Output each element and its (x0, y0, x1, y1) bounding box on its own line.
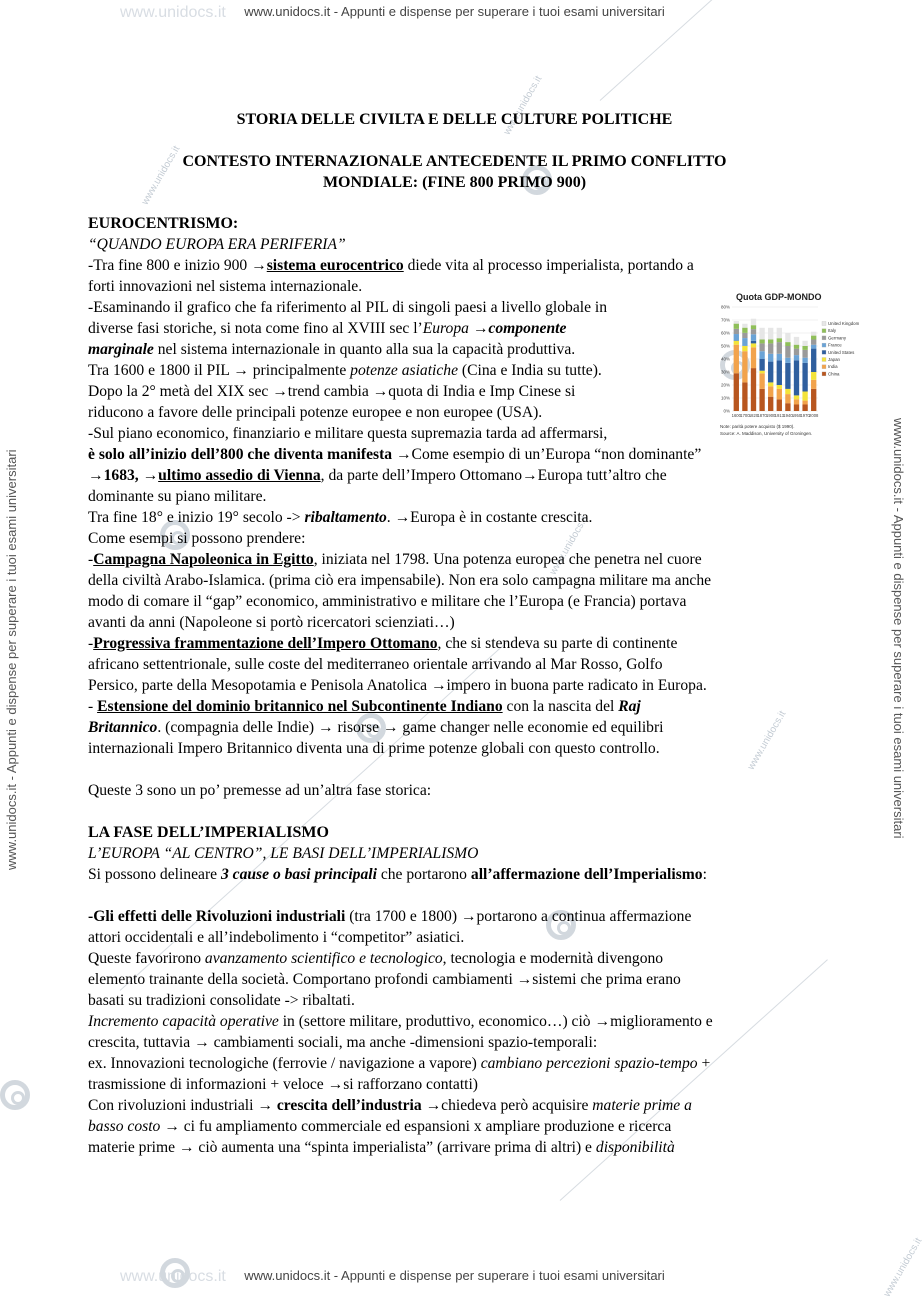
paragraph-line: →1683, →ultimo assedio di Vienna, da parte dell’Impero Ottomano→Europa tutt’altro che (88, 465, 828, 486)
watermark-diagonal: www.unidocs.it (140, 144, 183, 207)
paragraph-impero-ottomano: -Progressiva frammentazione dell’Impero Ottomano, che si stendeva su parte di continente (88, 633, 828, 654)
x-tick-label: 1950 (792, 413, 802, 418)
paragraph-line: Tra fine 18° e inizio 19° secolo -> ribaltamento. →Europa è in costante crescita. (88, 507, 828, 528)
x-tick-label: 1913 (775, 413, 785, 418)
watermark-diagonal: www.unidocs.it (882, 1236, 924, 1299)
chart-source: Source: A. Maddison, University of Groningen. (720, 431, 812, 436)
paragraph-rivoluzioni-industriali: -Gli effetti delle Rivoluzioni industriali (tra 1700 e 1800) →portarono a continua affermazione (88, 906, 828, 927)
watermark-faint-bottom: www.unidocs.it (120, 1268, 226, 1286)
y-tick-label: 30% (721, 370, 730, 375)
section-heading-eurocentrismo: EUROCENTRISMO: (88, 213, 828, 234)
legend-label: United Kingdom (828, 321, 860, 326)
y-tick-label: 0% (723, 409, 730, 414)
paragraph-dominio-britannico: - Estensione del dominio britannico nel Subcontinente Indiano con la nascita del Raj (88, 696, 828, 717)
paragraph-line: Persico, parte della Mesopotamia e Penisola Anatolica →impero in buona parte radicato in Europa. (88, 675, 828, 696)
paragraph-line: -Sul piano economico, finanziario e militare questa supremazia tarda ad affermarsi, (88, 423, 700, 444)
x-tick-label: 1870 (757, 413, 767, 418)
paragraph-line: diverse fasi storiche, si nota come fino al XVIII sec l’Europa →componente (88, 318, 700, 339)
document-title: STORIA DELLE CIVILTA E DELLE CULTURE POLITICHE (0, 109, 909, 130)
paragraph-line: è solo all’inizio dell’800 che diventa manifesta →Come esempio di un’Europa “non dominante” (88, 444, 828, 465)
x-tick-label: 1900 (766, 413, 776, 418)
paragraph-line: Queste 3 sono un po’ premesse ad un’altra fase storica: (88, 780, 828, 801)
paragraph-line: materie prime → ciò aumenta una “spinta imperialista” (arrivare prima di altri) e disponibilità (88, 1137, 828, 1158)
paragraph-line: modo di comare il “gap” economico, amministrativo e militare che l’Europa (e Francia) portava (88, 591, 828, 612)
paragraph-line: avanti da anni (Napoleone si portò ricercatori scienziati…) (88, 612, 828, 633)
watermark-side-right: www.unidocs.it - Appunti e dispense per superare i tuoi esami universitari (891, 418, 906, 839)
document-body (88, 213, 828, 1158)
section-heading-imperialismo: LA FASE DELL’IMPERIALISMO (88, 822, 828, 843)
y-tick-label: 20% (721, 383, 730, 388)
watermark-diagonal: www.unidocs.it (746, 709, 789, 772)
paragraph-campagna-napoleonica: -Campagna Napoleonica in Egitto, iniziata nel 1798. Una potenza europea che penetra nel cuore (88, 549, 828, 570)
paragraph-line: trasmissione di informazioni + veloce →si rafforzano contatti) (88, 1074, 828, 1095)
y-tick-label: 50% (721, 344, 730, 349)
paragraph-line: Queste favorirono avanzamento scientifico e tecnologico, tecnologia e modernità divengono (88, 948, 828, 969)
x-tick-label: 2008 (809, 413, 819, 418)
y-tick-label: 80% (721, 305, 730, 310)
watermark-diagonal: www.unidocs.it (502, 74, 545, 137)
watermark-header: www.unidocs.it - Appunti e dispense per superare i tuoi esami universitari (0, 4, 909, 19)
section-subheading: L’EUROPA “AL CENTRO”, LE BASI DELL’IMPERIALISMO (88, 843, 828, 864)
y-tick-label: 70% (721, 318, 730, 323)
y-tick-label: 60% (721, 331, 730, 336)
document-subtitle-line-2: MONDIALE: (FINE 800 PRIMO 900) (0, 172, 909, 193)
paragraph-line: ex. Innovazioni tecnologiche (ferrovie / navigazione a vapore) cambiano percezioni spazio-tempo + (88, 1053, 828, 1074)
legend-label: Japan (828, 357, 841, 362)
paragraph-line: elemento trainante della società. Comportano profondi cambiamenti →sistemi che prima erano (88, 969, 828, 990)
paragraph-line: Con rivoluzioni industriali → crescita dell’industria →chiedeva però acquisire materie prime a (88, 1095, 828, 1116)
x-tick-label: 1820 (749, 413, 759, 418)
y-tick-label: 10% (721, 396, 730, 401)
paragraph-line: basso costo → ci fu ampliamento commerciale ed espansioni x ampliare produzione e ricerca (88, 1116, 828, 1137)
watermark-diagonal: www.unidocs.it (548, 514, 591, 577)
x-tick-label: 1970 (800, 413, 810, 418)
legend-label: China (828, 371, 840, 376)
x-tick-label: 1700 (740, 413, 750, 418)
y-tick-label: 40% (721, 357, 730, 362)
paragraph-line: Incremento capacità operative in (settore militare, produttivo, economico…) ciò →miglioramento e (88, 1011, 828, 1032)
paragraph-line: -Esaminando il grafico che fa riferimento al PIL di singoli paesi a livello globale in (88, 297, 700, 318)
paragraph-line: crescita, tuttavia → cambiamenti sociali, ma anche -dimensioni spazio-temporali: (88, 1032, 828, 1053)
paragraph-sistema-eurocentrico: -Tra fine 800 e inizio 900 →sistema eurocentrico diede vita al processo imperialista, portando a (88, 255, 700, 276)
paragraph-line: riducono a favore delle principali potenze europee e non europee (USA). (88, 402, 700, 423)
document-subtitle-line-1: CONTESTO INTERNAZIONALE ANTECEDENTE IL PRIMO CONFLITTO (0, 151, 909, 172)
x-tick-label: 1600 (732, 413, 742, 418)
watermark-faint-top: www.unidocs.it (120, 4, 226, 22)
x-tick-label: 1940 (783, 413, 793, 418)
legend-label: United States (828, 350, 855, 355)
paragraph-line: marginale nel sistema internazionale in quanto alla sua la capacità produttiva. (88, 339, 700, 360)
chart-title: Quota GDP-MONDO (736, 292, 822, 302)
paragraph-line: internazionali Impero Britannico diventa una di prime potenze globali con questo controllo. (88, 738, 828, 759)
paragraph-line: Britannico. (compagnia delle Indie) → risorse → game changer nelle economie ed equilibri (88, 717, 828, 738)
watermark-footer: www.unidocs.it - Appunti e dispense per superare i tuoi esami universitari (0, 1268, 909, 1283)
legend-label: France (828, 343, 842, 348)
paragraph-line: forti innovazioni nel sistema internazionale. (88, 276, 700, 297)
section-subheading: “QUANDO EUROPA ERA PERIFERIA” (88, 234, 828, 255)
paragraph-line: dominante su piano militare. (88, 486, 828, 507)
paragraph-line: Tra 1600 e 1800 il PIL → principalmente potenze asiatiche (Cina e India su tutte). (88, 360, 700, 381)
paragraph-cause-principali: Si possono delineare 3 cause o basi principali che portarono all’affermazione dell’Imperialismo: (88, 864, 828, 885)
watermark-logo (160, 1258, 190, 1288)
paragraph-line: della civiltà Arabo-Islamica. (prima ciò era impensabile). Non era solo campagna militare ma anche (88, 570, 828, 591)
watermark-logo (0, 1080, 30, 1110)
intro-paragraphs (88, 255, 700, 444)
paragraph-line: attori occidentali e all’indebolimento i “competitor” asiatici. (88, 927, 828, 948)
legend-label: Germany (828, 335, 847, 340)
legend-label: India (828, 364, 838, 369)
paragraph-line: Dopo la 2° metà del XIX sec →trend cambia →quota di India e Imp Cinese si (88, 381, 700, 402)
chart-note: Note: parità potere acquisto ($ 1990). (720, 424, 795, 429)
paragraph-line: basati su tradizioni consolidate -> ribaltati. (88, 990, 828, 1011)
legend-label: Italy (828, 328, 837, 333)
watermark-side-left: www.unidocs.it - Appunti e dispense per superare i tuoi esami universitari (4, 449, 19, 870)
paragraph-line: africano settentrionale, sulle coste del mediterraneo orientale arrivando al Mar Rosso, Golfo (88, 654, 828, 675)
paragraph-line: Come esempi si possono prendere: (88, 528, 828, 549)
